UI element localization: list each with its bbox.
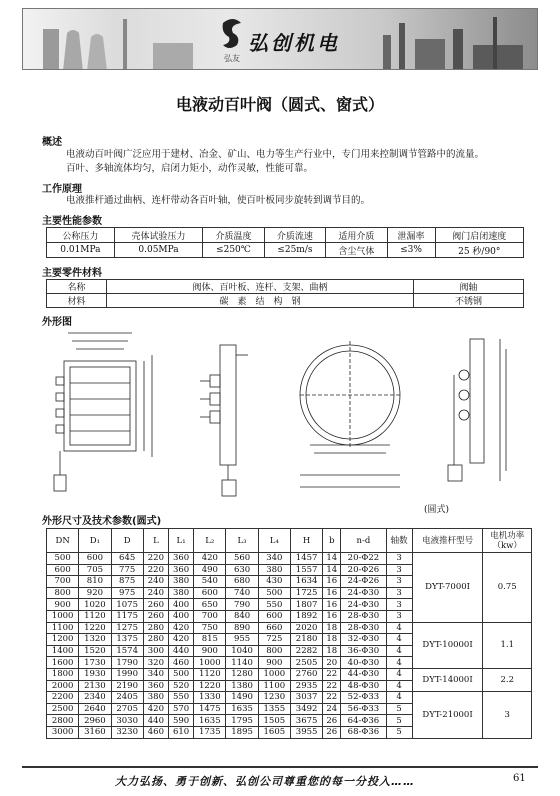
overview-line-2: 百叶、多轴流体均匀，启闭力矩小，动作灵敏，性能可靠。 xyxy=(66,163,314,174)
spec-header: L₄ xyxy=(258,529,290,553)
spec-cell: 1230 xyxy=(258,692,290,704)
spec-cell: 1605 xyxy=(258,726,290,738)
spec-cell: 3160 xyxy=(79,726,111,738)
outline-caption: (圆式) xyxy=(424,505,450,515)
motor-power: 1.1 xyxy=(483,622,532,668)
spec-cell: 500 xyxy=(47,553,79,565)
table-row xyxy=(47,668,532,680)
spec-cell: 810 xyxy=(79,576,111,588)
spec-cell: 660 xyxy=(258,622,290,634)
spec-cell: 540 xyxy=(194,576,226,588)
spec-cell: 1355 xyxy=(258,703,290,715)
spec-cell: 340 xyxy=(258,553,290,565)
spec-header: L xyxy=(143,529,168,553)
spec-cell: 1175 xyxy=(111,610,143,622)
spec-cell: 460 xyxy=(168,657,193,669)
spec-cell: 2200 xyxy=(47,692,79,704)
actuator-model: DYT-14000I xyxy=(412,668,483,691)
spec-cell: 4 xyxy=(386,657,412,669)
spec-cell: 1574 xyxy=(111,645,143,657)
spec-cell: 24-Φ26 xyxy=(341,576,386,588)
spec-cell: 420 xyxy=(194,553,226,565)
mat-cell: 阀体、百叶板、连杆、支架、曲柄 xyxy=(107,280,414,294)
spec-cell: 220 xyxy=(143,553,168,565)
spec-cell: 340 xyxy=(143,668,168,680)
spec-cell: 32-Φ30 xyxy=(341,634,386,646)
spec-cell: 630 xyxy=(226,564,258,576)
spec-cell: 44-Φ30 xyxy=(341,668,386,680)
spec-cell: 2505 xyxy=(290,657,322,669)
mat-cell: 阀轴 xyxy=(414,280,524,294)
spec-cell: 1800 xyxy=(47,668,79,680)
spec-cell: 20-Φ26 xyxy=(341,564,386,576)
footer-rule xyxy=(22,766,538,768)
spec-cell: 1120 xyxy=(79,610,111,622)
spec-cell: 3675 xyxy=(290,715,322,727)
spec-cell: 360 xyxy=(143,680,168,692)
spec-cell: 1020 xyxy=(79,599,111,611)
spec-cell: 900 xyxy=(194,645,226,657)
round-valve-front-drawing xyxy=(290,325,430,500)
spec-cell: 1375 xyxy=(111,634,143,646)
spec-cell: 560 xyxy=(226,553,258,565)
perf-value: 25 秒/90° xyxy=(435,243,524,258)
perf-header: 介质流速 xyxy=(264,228,325,243)
mat-cell: 碳 素 结 构 钢 xyxy=(107,294,414,308)
principle-heading: 工作原理 xyxy=(42,184,82,195)
spec-cell: 420 xyxy=(143,703,168,715)
spec-cell: 440 xyxy=(143,715,168,727)
spec-cell: 1200 xyxy=(47,634,79,646)
spec-cell: 550 xyxy=(168,692,193,704)
table-row xyxy=(47,553,532,565)
spec-cell: 3955 xyxy=(290,726,322,738)
spec-cell: 600 xyxy=(258,610,290,622)
spec-cell: 2500 xyxy=(47,703,79,715)
spec-cell: 3 xyxy=(386,564,412,576)
overview-line-1: 电液动百叶阀广泛应用于建材、冶金、矿山、电力等生产行业中，专门用来控制调节管路中的流量。 xyxy=(66,149,485,160)
spec-cell: 280 xyxy=(143,622,168,634)
spec-cell: 2340 xyxy=(79,692,111,704)
table-row xyxy=(47,622,532,634)
spec-cell: 2405 xyxy=(111,692,143,704)
spec-cell: 22 xyxy=(323,692,341,704)
spec-cell: 16 xyxy=(323,576,341,588)
spec-cell: 740 xyxy=(226,587,258,599)
spec-header: L₁ xyxy=(168,529,193,553)
spec-cell: 14 xyxy=(323,564,341,576)
spec-cell: 420 xyxy=(168,622,193,634)
spec-cell: 4 xyxy=(386,692,412,704)
spec-cell: 600 xyxy=(47,564,79,576)
actuator-model: DYT-10000I xyxy=(412,622,483,668)
spec-cell: 600 xyxy=(79,553,111,565)
spec-cell: 28-Φ30 xyxy=(341,622,386,634)
spec-cell: 300 xyxy=(143,645,168,657)
spec-cell: 600 xyxy=(194,587,226,599)
spec-cell: 3230 xyxy=(111,726,143,738)
perf-value: 含尘气体 xyxy=(326,243,387,258)
performance-table xyxy=(46,227,524,258)
spec-cell: 500 xyxy=(258,587,290,599)
spec-cell: 590 xyxy=(168,715,193,727)
spec-header: D xyxy=(111,529,143,553)
spec-cell: 1330 xyxy=(194,692,226,704)
spec-cell: 380 xyxy=(258,564,290,576)
spec-cell: 5 xyxy=(386,703,412,715)
spec-cell: 4 xyxy=(386,622,412,634)
brand-name: 弘创机电 xyxy=(248,31,340,55)
spec-cell: 1725 xyxy=(290,587,322,599)
perf-value: 0.05MPa xyxy=(114,243,202,258)
spec-cell: 3030 xyxy=(111,715,143,727)
company-logo-icon xyxy=(219,15,247,53)
brand-sub: 弘友 xyxy=(224,54,240,63)
spec-cell: 220 xyxy=(143,564,168,576)
spec-cell: 2190 xyxy=(111,680,143,692)
spec-cell: 18 xyxy=(323,645,341,657)
spec-cell: 26 xyxy=(323,715,341,727)
spec-cell: 500 xyxy=(168,668,193,680)
spec-cell: 645 xyxy=(111,553,143,565)
spec-cell: 3000 xyxy=(47,726,79,738)
window-valve-side-drawing xyxy=(180,325,280,500)
motor-power: 2.2 xyxy=(483,668,532,691)
spec-cell: 2180 xyxy=(290,634,322,646)
spec-cell: 400 xyxy=(168,610,193,622)
spec-cell: 1990 xyxy=(111,668,143,680)
spec-cell: 5 xyxy=(386,715,412,727)
spec-cell: 380 xyxy=(168,576,193,588)
spec-cell: 420 xyxy=(168,634,193,646)
spec-cell: 380 xyxy=(168,587,193,599)
materials-heading: 主要零件材料 xyxy=(42,268,102,279)
spec-cell: 520 xyxy=(168,680,193,692)
spec-cell: 68-Φ36 xyxy=(341,726,386,738)
spec-cell: 1457 xyxy=(290,553,322,565)
spec-cell: 2760 xyxy=(290,668,322,680)
spec-cell: 2960 xyxy=(79,715,111,727)
perf-value: ≤250℃ xyxy=(203,243,264,258)
spec-cell: 14 xyxy=(323,553,341,565)
spec-cell: 2800 xyxy=(47,715,79,727)
outline-heading: 外形图 xyxy=(42,317,72,328)
spec-cell: 24-Φ30 xyxy=(341,599,386,611)
spec-header: D₁ xyxy=(79,529,111,553)
spec-cell: 1557 xyxy=(290,564,322,576)
perf-value: ≤3% xyxy=(387,243,435,258)
spec-cell: 800 xyxy=(47,587,79,599)
spec-cell: 2130 xyxy=(79,680,111,692)
overview-heading: 概述 xyxy=(42,137,62,148)
spec-header: H xyxy=(290,529,322,553)
spec-cell: 1100 xyxy=(258,680,290,692)
page-title: 电液动百叶阀（圆式、窗式） xyxy=(175,95,384,114)
spec-cell: 360 xyxy=(168,553,193,565)
perf-header: 适用介质 xyxy=(326,228,387,243)
spec-cell: 26 xyxy=(323,726,341,738)
spec-cell: 1795 xyxy=(226,715,258,727)
spec-cell: 920 xyxy=(79,587,111,599)
spec-cell: 750 xyxy=(194,622,226,634)
spec-cell: 5 xyxy=(386,726,412,738)
spec-cell: 800 xyxy=(258,645,290,657)
spec-cell: 975 xyxy=(111,587,143,599)
spec-cell: 840 xyxy=(226,610,258,622)
spec-cell: 4 xyxy=(386,668,412,680)
spec-cell: 4 xyxy=(386,680,412,692)
spec-cell: 1790 xyxy=(111,657,143,669)
spec-cell: 18 xyxy=(323,622,341,634)
spec-cell: 1735 xyxy=(194,726,226,738)
perf-value: ≤25m/s xyxy=(264,243,325,258)
spec-cell: 440 xyxy=(168,645,193,657)
spec-cell: 3 xyxy=(386,576,412,588)
spec-cell: 1475 xyxy=(194,703,226,715)
spec-cell: 2000 xyxy=(47,680,79,692)
spec-header: DN xyxy=(47,529,79,553)
spec-cell: 400 xyxy=(168,599,193,611)
spec-header: L₃ xyxy=(226,529,258,553)
perf-value: 0.01MPa xyxy=(47,243,115,258)
perf-header: 公称压力 xyxy=(47,228,115,243)
spec-cell: 430 xyxy=(258,576,290,588)
perf-header: 泄漏率 xyxy=(387,228,435,243)
spec-cell: 890 xyxy=(226,622,258,634)
spec-cell: 1892 xyxy=(290,610,322,622)
spec-cell: 24-Φ30 xyxy=(341,587,386,599)
spec-cell: 1520 xyxy=(79,645,111,657)
spec-cell: 1320 xyxy=(79,634,111,646)
spec-cell: 260 xyxy=(143,610,168,622)
spec-cell: 460 xyxy=(143,726,168,738)
spec-cell: 16 xyxy=(323,610,341,622)
spec-cell: 1635 xyxy=(226,703,258,715)
spec-cell: 900 xyxy=(258,657,290,669)
mat-cell: 不锈钢 xyxy=(414,294,524,308)
spec-cell: 725 xyxy=(258,634,290,646)
spec-cell: 1000 xyxy=(194,657,226,669)
actuator-model: DYT-21000I xyxy=(412,692,483,738)
spec-cell: 1490 xyxy=(226,692,258,704)
spec-cell: 24 xyxy=(323,703,341,715)
spec-cell: 28-Φ30 xyxy=(341,610,386,622)
spec-cell: 2705 xyxy=(111,703,143,715)
spec-cell: 1120 xyxy=(194,668,226,680)
mat-cell: 名称 xyxy=(47,280,107,294)
actuator-model: DYT-7000I xyxy=(412,553,483,623)
spec-heading: 外形尺寸及技术参数(圆式) xyxy=(42,516,162,527)
spec-cell: 790 xyxy=(226,599,258,611)
spec-cell: 1380 xyxy=(226,680,258,692)
spec-cell: 3 xyxy=(386,587,412,599)
performance-heading: 主要性能参数 xyxy=(42,216,102,227)
header-banner xyxy=(22,8,538,70)
spec-cell: 1000 xyxy=(47,610,79,622)
perf-header: 壳体试验压力 xyxy=(114,228,202,243)
spec-cell: 360 xyxy=(168,564,193,576)
spec-cell: 1220 xyxy=(79,622,111,634)
spec-cell: 20 xyxy=(323,657,341,669)
spec-header: 轴数 xyxy=(386,529,412,553)
spec-header: L₂ xyxy=(194,529,226,553)
spec-cell: 56-Φ33 xyxy=(341,703,386,715)
spec-cell: 3 xyxy=(386,553,412,565)
perf-header: 阀门启闭速度 xyxy=(435,228,524,243)
spec-cell: 52-Φ33 xyxy=(341,692,386,704)
spec-cell: 1635 xyxy=(194,715,226,727)
perf-header: 介质温度 xyxy=(203,228,264,243)
spec-cell: 40-Φ30 xyxy=(341,657,386,669)
spec-header: 电机功率 （kw） xyxy=(483,529,532,553)
spec-cell: 610 xyxy=(168,726,193,738)
spec-cell: 1140 xyxy=(226,657,258,669)
spec-cell: 1634 xyxy=(290,576,322,588)
spec-cell: 3 xyxy=(386,610,412,622)
spec-cell: 1280 xyxy=(226,668,258,680)
spec-cell: 36-Φ30 xyxy=(341,645,386,657)
spec-cell: 550 xyxy=(258,599,290,611)
spec-cell: 955 xyxy=(226,634,258,646)
spec-cell: 1600 xyxy=(47,657,79,669)
spec-cell: 380 xyxy=(143,692,168,704)
spec-cell: 1040 xyxy=(226,645,258,657)
spec-cell: 20-Φ22 xyxy=(341,553,386,565)
spec-cell: 1100 xyxy=(47,622,79,634)
table-row xyxy=(47,692,532,704)
page-number: 61 xyxy=(513,773,526,784)
spec-cell: 700 xyxy=(194,610,226,622)
spec-cell: 680 xyxy=(226,576,258,588)
spec-cell: 490 xyxy=(194,564,226,576)
materials-table xyxy=(46,279,524,308)
spec-header: b xyxy=(323,529,341,553)
spec-cell: 775 xyxy=(111,564,143,576)
spec-cell: 2020 xyxy=(290,622,322,634)
spec-cell: 875 xyxy=(111,576,143,588)
spec-cell: 570 xyxy=(168,703,193,715)
spec-cell: 1505 xyxy=(258,715,290,727)
spec-cell: 1807 xyxy=(290,599,322,611)
spec-cell: 260 xyxy=(143,599,168,611)
spec-cell: 2935 xyxy=(290,680,322,692)
principle-line-1: 电液推杆通过曲柄、连杆带动各百叶轴，使百叶板同步旋转到调节目的。 xyxy=(66,195,371,206)
mat-cell: 材料 xyxy=(47,294,107,308)
spec-cell: 4 xyxy=(386,634,412,646)
spec-cell: 22 xyxy=(323,668,341,680)
spec-cell: 22 xyxy=(323,680,341,692)
spec-cell: 3037 xyxy=(290,692,322,704)
spec-cell: 3492 xyxy=(290,703,322,715)
spec-cell: 16 xyxy=(323,587,341,599)
motor-power: 0.75 xyxy=(483,553,532,623)
spec-cell: 900 xyxy=(47,599,79,611)
spec-cell: 3 xyxy=(386,599,412,611)
spec-table xyxy=(46,528,532,739)
spec-cell: 4 xyxy=(386,645,412,657)
spec-cell: 1930 xyxy=(79,668,111,680)
spec-cell: 18 xyxy=(323,634,341,646)
spec-cell: 2282 xyxy=(290,645,322,657)
spec-cell: 650 xyxy=(194,599,226,611)
spec-header: 电液推杆型号 xyxy=(412,529,483,553)
spec-cell: 240 xyxy=(143,576,168,588)
spec-cell: 48-Φ30 xyxy=(341,680,386,692)
round-valve-side-drawing xyxy=(440,325,520,500)
spec-cell: 1275 xyxy=(111,622,143,634)
spec-cell: 700 xyxy=(47,576,79,588)
spec-header: n-d xyxy=(341,529,386,553)
motor-power: 3 xyxy=(483,692,532,738)
footer-slogan: 大力弘扬、勇于创新、弘创公司尊重您的每一分投入…… xyxy=(115,775,415,788)
spec-cell: 1220 xyxy=(194,680,226,692)
spec-cell: 1895 xyxy=(226,726,258,738)
spec-cell: 16 xyxy=(323,599,341,611)
spec-cell: 320 xyxy=(143,657,168,669)
spec-cell: 1730 xyxy=(79,657,111,669)
spec-cell: 815 xyxy=(194,634,226,646)
spec-cell: 705 xyxy=(79,564,111,576)
spec-cell: 240 xyxy=(143,587,168,599)
window-valve-drawing xyxy=(48,325,168,500)
spec-cell: 2640 xyxy=(79,703,111,715)
spec-cell: 1000 xyxy=(258,668,290,680)
spec-cell: 1075 xyxy=(111,599,143,611)
spec-cell: 1400 xyxy=(47,645,79,657)
spec-cell: 280 xyxy=(143,634,168,646)
spec-cell: 64-Φ36 xyxy=(341,715,386,727)
